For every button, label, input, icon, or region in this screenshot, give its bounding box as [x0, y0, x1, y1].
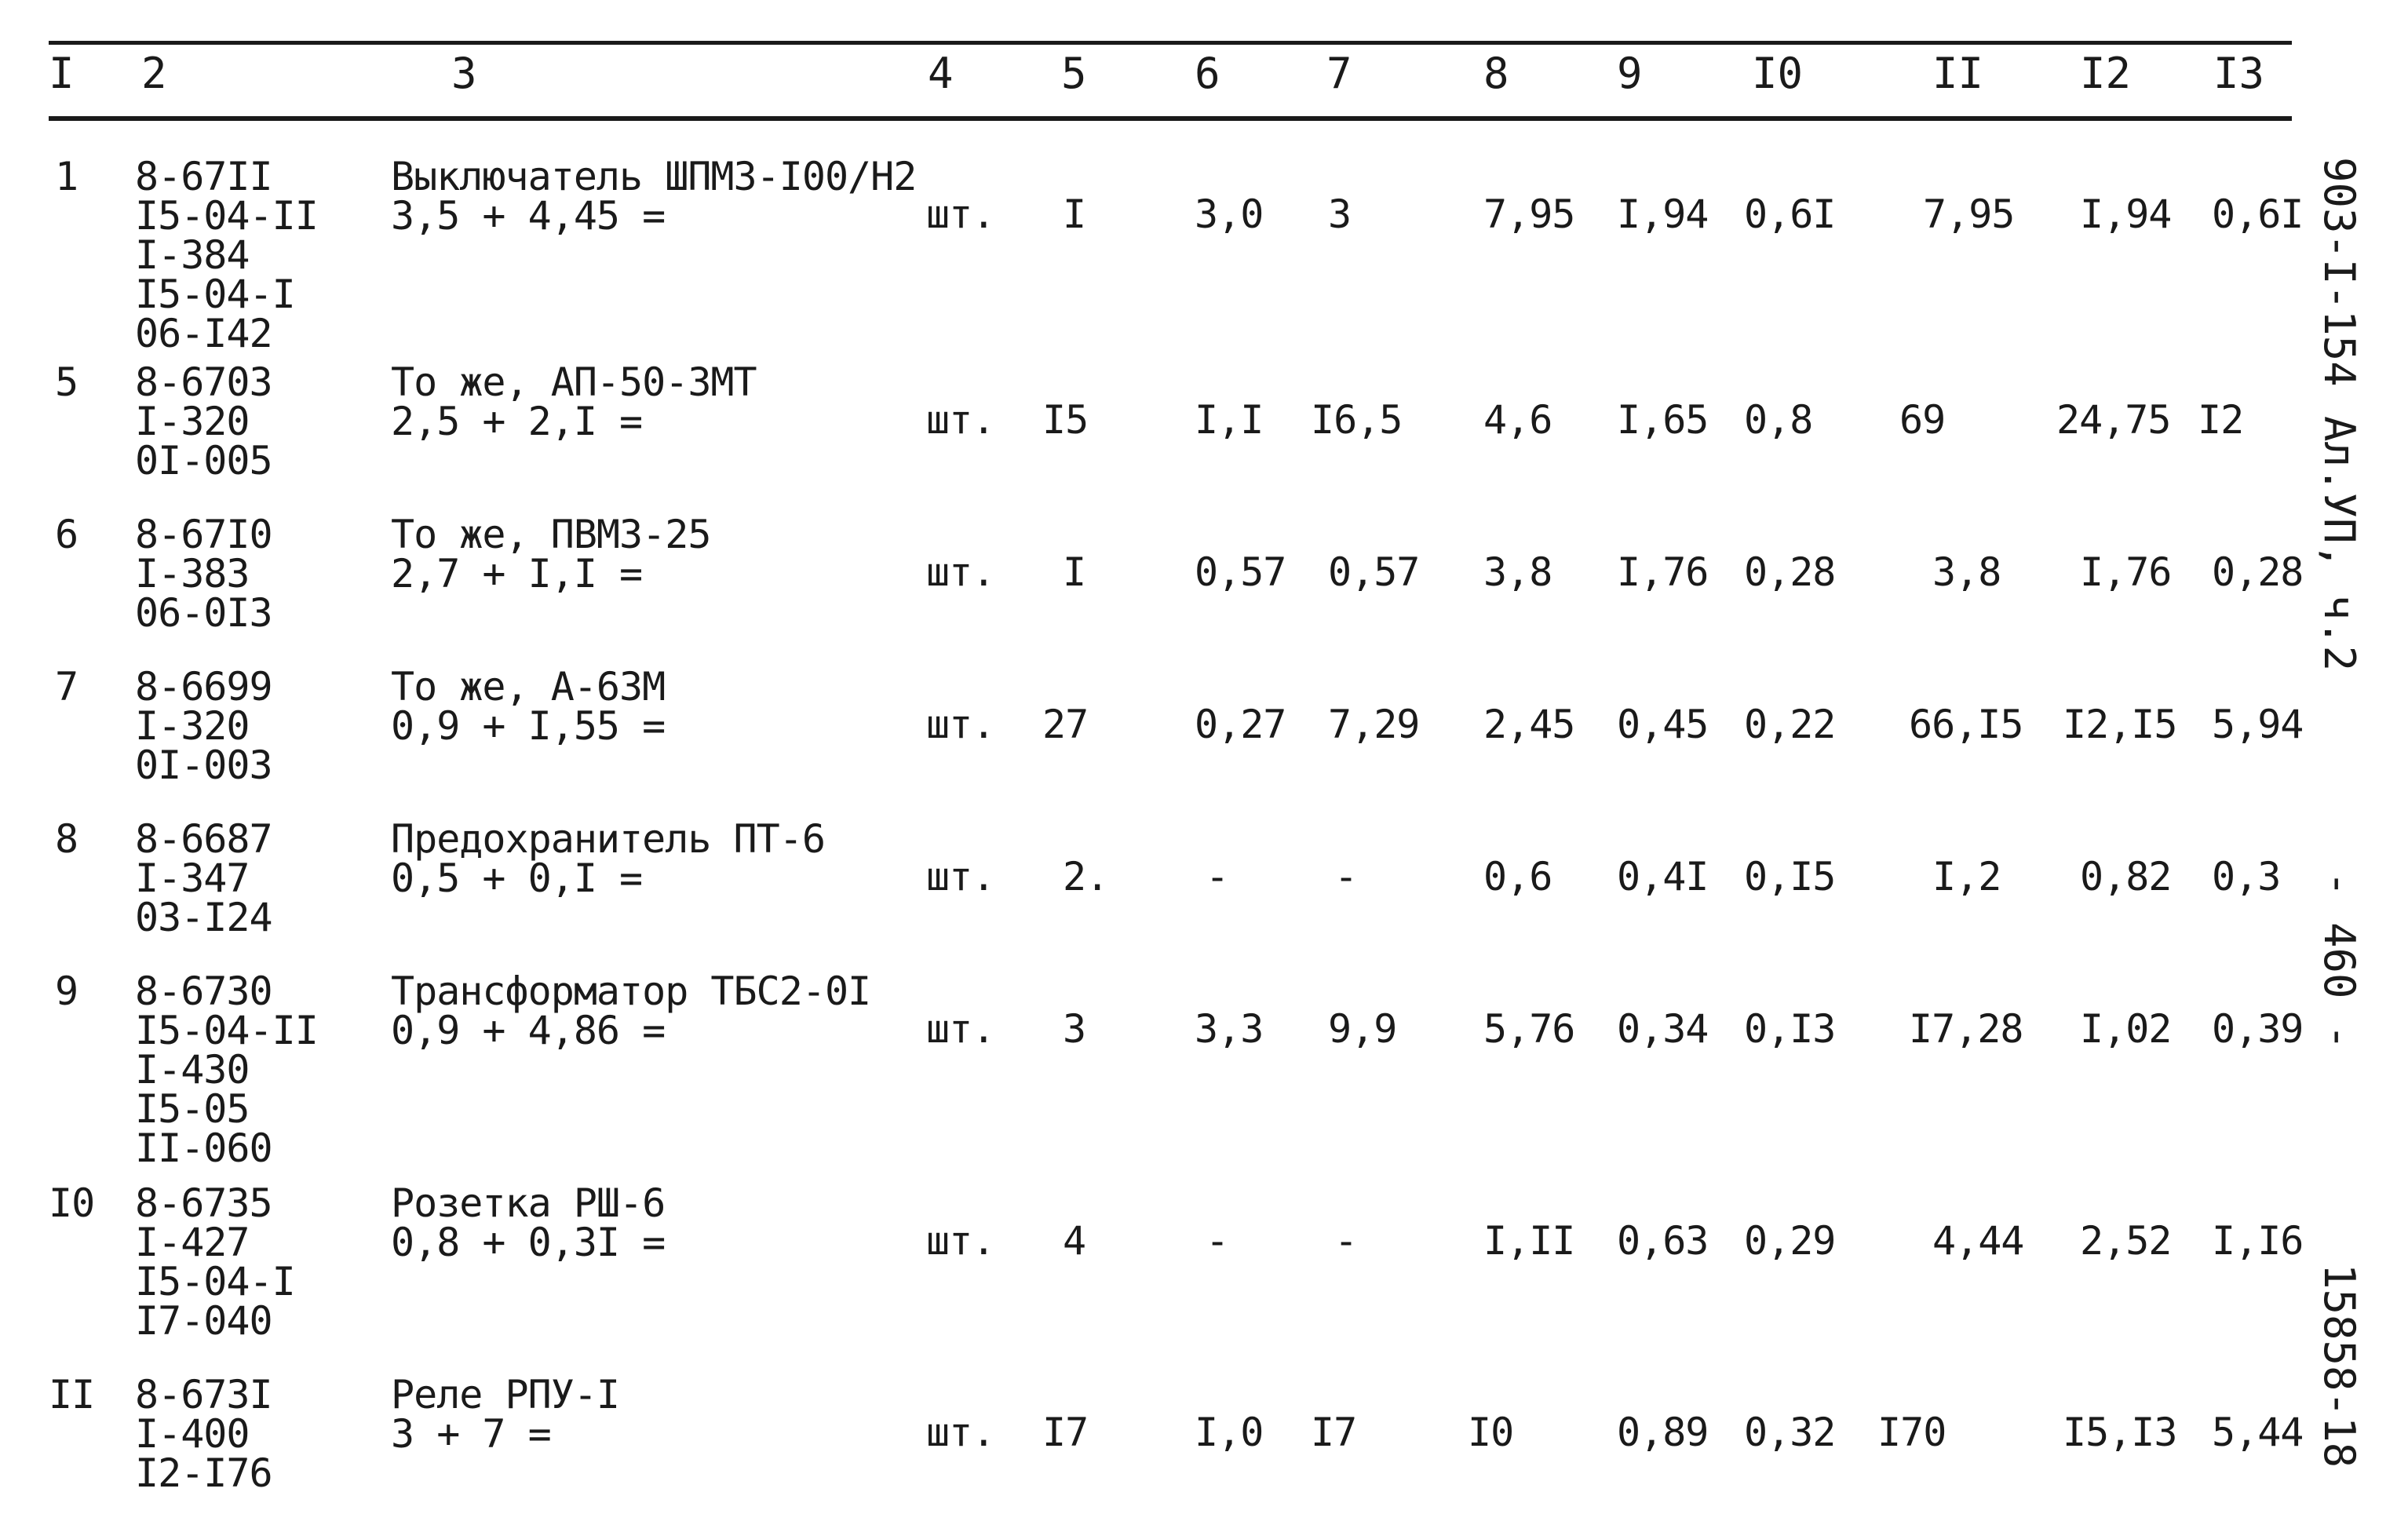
row-codes — [135, 512, 272, 636]
row-number: 6 — [55, 512, 78, 557]
code-line: I-430 — [135, 1047, 250, 1093]
cell-col12: 0,82 — [2080, 854, 2172, 899]
header-col-10: I0 — [1752, 49, 1804, 98]
code-line: 8-6703 — [135, 359, 272, 405]
row-codes — [135, 664, 272, 788]
row-number: 9 — [55, 969, 78, 1014]
cell-col10: 0,I5 — [1744, 854, 1836, 899]
header-col-3: 3 — [451, 49, 477, 98]
code-line: I-320 — [135, 703, 250, 749]
cell-col11: I,2 — [1932, 854, 2001, 899]
row-codes — [135, 1180, 295, 1344]
cell-col7: - — [1334, 1218, 1358, 1264]
cell-col7: I6,5 — [1311, 397, 1403, 443]
item-formula: 3 + 7 = — [391, 1411, 551, 1457]
cell-col10: 0,8 — [1744, 397, 1813, 443]
cell-col13: 5,94 — [2212, 702, 2304, 747]
cell-col9: I,76 — [1617, 549, 1709, 595]
cell-col8: 4,6 — [1483, 397, 1552, 443]
cell-col6: I,0 — [1195, 1410, 1264, 1455]
cell-col9: 0,63 — [1617, 1218, 1709, 1264]
code-line: 0I-005 — [135, 438, 272, 483]
margin-doc-code: 903-I-154 — [2315, 157, 2364, 387]
code-line: 8-6730 — [135, 969, 272, 1014]
item-formula: 2,7 + I,I = — [391, 551, 643, 596]
row-number: 5 — [55, 359, 78, 405]
margin-order-number: 15858-18 — [2315, 1264, 2364, 1468]
top-rule — [49, 41, 2292, 45]
item-formula: 3,5 + 4,45 = — [391, 193, 666, 239]
cell-col9: I,94 — [1617, 192, 1709, 237]
header-col-6: 6 — [1195, 49, 1220, 98]
cell-col12: 2,52 — [2080, 1218, 2172, 1264]
cell-col5: I5 — [1042, 397, 1089, 443]
code-line: II-060 — [135, 1125, 272, 1171]
item-name: Предохранитель ПТ-6 — [391, 816, 825, 862]
code-line: I5-04-II — [135, 1008, 318, 1053]
cell-unit: шт. — [926, 854, 995, 899]
code-line: I-383 — [135, 551, 250, 596]
cell-col13: I,I6 — [2212, 1218, 2304, 1264]
cell-col8: 5,76 — [1483, 1006, 1575, 1052]
header-col-9: 9 — [1617, 49, 1643, 98]
cell-col6: I,I — [1195, 397, 1264, 443]
cell-col8: 7,95 — [1483, 192, 1575, 237]
row-codes — [135, 1372, 272, 1496]
cell-col11: 7,95 — [1923, 192, 2015, 237]
cell-col12: I,76 — [2080, 549, 2172, 595]
code-line: 8-673I — [135, 1372, 272, 1417]
margin-page-number: - 460 - — [2315, 871, 2364, 1050]
cell-col12: I2,I5 — [2063, 702, 2177, 747]
header-col-11: II — [1932, 49, 1984, 98]
item-name: Выключатель ШПМЗ-I00/Н2 — [391, 154, 917, 199]
code-line: 8-67I0 — [135, 512, 272, 557]
item-name: То же, А-63М — [391, 664, 666, 710]
cell-col6: 3,3 — [1195, 1006, 1264, 1052]
cell-col7: 9,9 — [1328, 1006, 1397, 1052]
code-line: 06-0I3 — [135, 590, 272, 636]
cell-col10: 0,29 — [1744, 1218, 1836, 1264]
row-codes — [135, 359, 272, 483]
header-col-4: 4 — [928, 49, 954, 98]
cell-col7: 3 — [1328, 192, 1352, 237]
row-description — [391, 512, 711, 596]
item-formula: 0,5 + 0,I = — [391, 856, 643, 901]
header-col-7: 7 — [1326, 49, 1352, 98]
cell-col8: I,II — [1483, 1218, 1575, 1264]
cell-col6: - — [1206, 1218, 1229, 1264]
code-line: I5-04-I — [135, 272, 295, 317]
cell-col11: 66,I5 — [1909, 702, 2023, 747]
cell-unit: шт. — [926, 1006, 995, 1052]
item-formula: 0,9 + 4,86 = — [391, 1008, 666, 1053]
cell-col9: I,65 — [1617, 397, 1709, 443]
cell-col5: 27 — [1042, 702, 1089, 747]
code-line: I-400 — [135, 1411, 250, 1457]
row-codes — [135, 969, 318, 1171]
cell-col9: 0,89 — [1617, 1410, 1709, 1455]
cell-col7: 7,29 — [1328, 702, 1420, 747]
cell-col13: 0,3 — [2212, 854, 2281, 899]
cell-col6: 0,27 — [1195, 702, 1286, 747]
cell-col5: 2. — [1063, 854, 1109, 899]
row-description — [391, 969, 871, 1053]
cell-col11: 3,8 — [1932, 549, 2001, 595]
code-line: 8-67II — [135, 154, 272, 199]
cell-col9: 0,34 — [1617, 1006, 1709, 1052]
cell-col8: 2,45 — [1483, 702, 1575, 747]
cell-col5: I — [1063, 192, 1086, 237]
cell-col10: 0,32 — [1744, 1410, 1836, 1455]
code-line: 8-6687 — [135, 816, 272, 862]
cell-unit: шт. — [926, 702, 995, 747]
row-description — [391, 1372, 620, 1457]
item-name: То же, ПВМЗ-25 — [391, 512, 711, 557]
cell-col13: 0,6I — [2212, 192, 2304, 237]
cell-col11: 4,44 — [1932, 1218, 2024, 1264]
cell-unit: шт. — [926, 192, 995, 237]
row-codes — [135, 816, 272, 940]
row-number: 8 — [55, 816, 78, 862]
row-number: 1 — [55, 154, 78, 199]
cell-col8: I0 — [1468, 1410, 1514, 1455]
header-col-1: I — [49, 49, 75, 98]
item-formula: 2,5 + 2,I = — [391, 399, 643, 444]
row-number: I0 — [49, 1180, 95, 1226]
code-line: 06-I42 — [135, 311, 272, 356]
cell-col9: 0,45 — [1617, 702, 1709, 747]
row-description — [391, 664, 666, 749]
cell-col12: I5,I3 — [2063, 1410, 2177, 1455]
header-col-2: 2 — [141, 49, 167, 98]
header-bottom-rule — [49, 116, 2292, 121]
code-line: I-427 — [135, 1220, 250, 1265]
cell-col7: I7 — [1311, 1410, 1357, 1455]
cell-col6: 3,0 — [1195, 192, 1264, 237]
cell-col6: 0,57 — [1195, 549, 1286, 595]
cell-unit: шт. — [926, 549, 995, 595]
cell-col5: 4 — [1063, 1218, 1086, 1264]
item-name: Трансформатор ТБС2-0I — [391, 969, 871, 1014]
cell-col12: I,94 — [2080, 192, 2172, 237]
cell-col10: 0,22 — [1744, 702, 1836, 747]
cell-col13: 0,39 — [2212, 1006, 2304, 1052]
cell-col6: - — [1206, 854, 1229, 899]
code-line: I5-04-I — [135, 1259, 295, 1304]
cell-col11: 69 — [1899, 397, 1946, 443]
cell-col13: 5,44 — [2212, 1410, 2304, 1455]
cell-col12: 24,75 — [2056, 397, 2171, 443]
code-line: 0I-003 — [135, 742, 272, 788]
code-line: I-320 — [135, 399, 250, 444]
item-name: Реле РПУ-I — [391, 1372, 620, 1417]
row-description — [391, 359, 757, 444]
item-name: Розетка РШ-6 — [391, 1180, 666, 1226]
code-line: I5-04-II — [135, 193, 318, 239]
header-col-8: 8 — [1483, 49, 1509, 98]
header-col-13: I3 — [2213, 49, 2265, 98]
cell-col12: I,02 — [2080, 1006, 2172, 1052]
code-line: I2-I76 — [135, 1450, 272, 1496]
header-col-12: I2 — [2080, 49, 2132, 98]
item-formula: 0,8 + 0,3I = — [391, 1220, 666, 1265]
cell-unit: шт. — [926, 1410, 995, 1455]
cell-col5: I7 — [1042, 1410, 1089, 1455]
code-line: 8-6735 — [135, 1180, 272, 1226]
cell-col13: 0,28 — [2212, 549, 2304, 595]
row-description — [391, 154, 917, 239]
cell-col5: 3 — [1063, 1006, 1086, 1052]
cell-col11: I70 — [1877, 1410, 1946, 1455]
row-codes — [135, 154, 318, 356]
code-line: I-347 — [135, 856, 250, 901]
code-line: 03-I24 — [135, 895, 272, 940]
cell-col10: 0,I3 — [1744, 1006, 1836, 1052]
row-number: II — [49, 1372, 95, 1417]
header-col-5: 5 — [1061, 49, 1087, 98]
cell-col9: 0,4I — [1617, 854, 1709, 899]
margin-album: Ал.УП, ч.2 — [2315, 416, 2364, 672]
cell-col7: 0,57 — [1328, 549, 1420, 595]
code-line: 8-6699 — [135, 664, 272, 710]
code-line: I-384 — [135, 232, 250, 278]
row-number: 7 — [55, 664, 78, 710]
code-line: I5-05 — [135, 1086, 250, 1132]
cell-col8: 3,8 — [1483, 549, 1552, 595]
cell-unit: шт. — [926, 397, 995, 443]
cell-col7: - — [1334, 854, 1358, 899]
item-formula: 0,9 + I,55 = — [391, 703, 666, 749]
cell-unit: шт. — [926, 1218, 995, 1264]
cell-col8: 0,6 — [1483, 854, 1552, 899]
code-line: I7-040 — [135, 1298, 272, 1344]
item-name: То же, АП-50-ЗМТ — [391, 359, 757, 405]
cell-col11: I7,28 — [1909, 1006, 2023, 1052]
cell-col10: 0,28 — [1744, 549, 1836, 595]
row-description — [391, 1180, 666, 1265]
cell-col13: I2 — [2198, 397, 2244, 443]
cell-col10: 0,6I — [1744, 192, 1836, 237]
cell-col5: I — [1063, 549, 1086, 595]
row-description — [391, 816, 825, 901]
